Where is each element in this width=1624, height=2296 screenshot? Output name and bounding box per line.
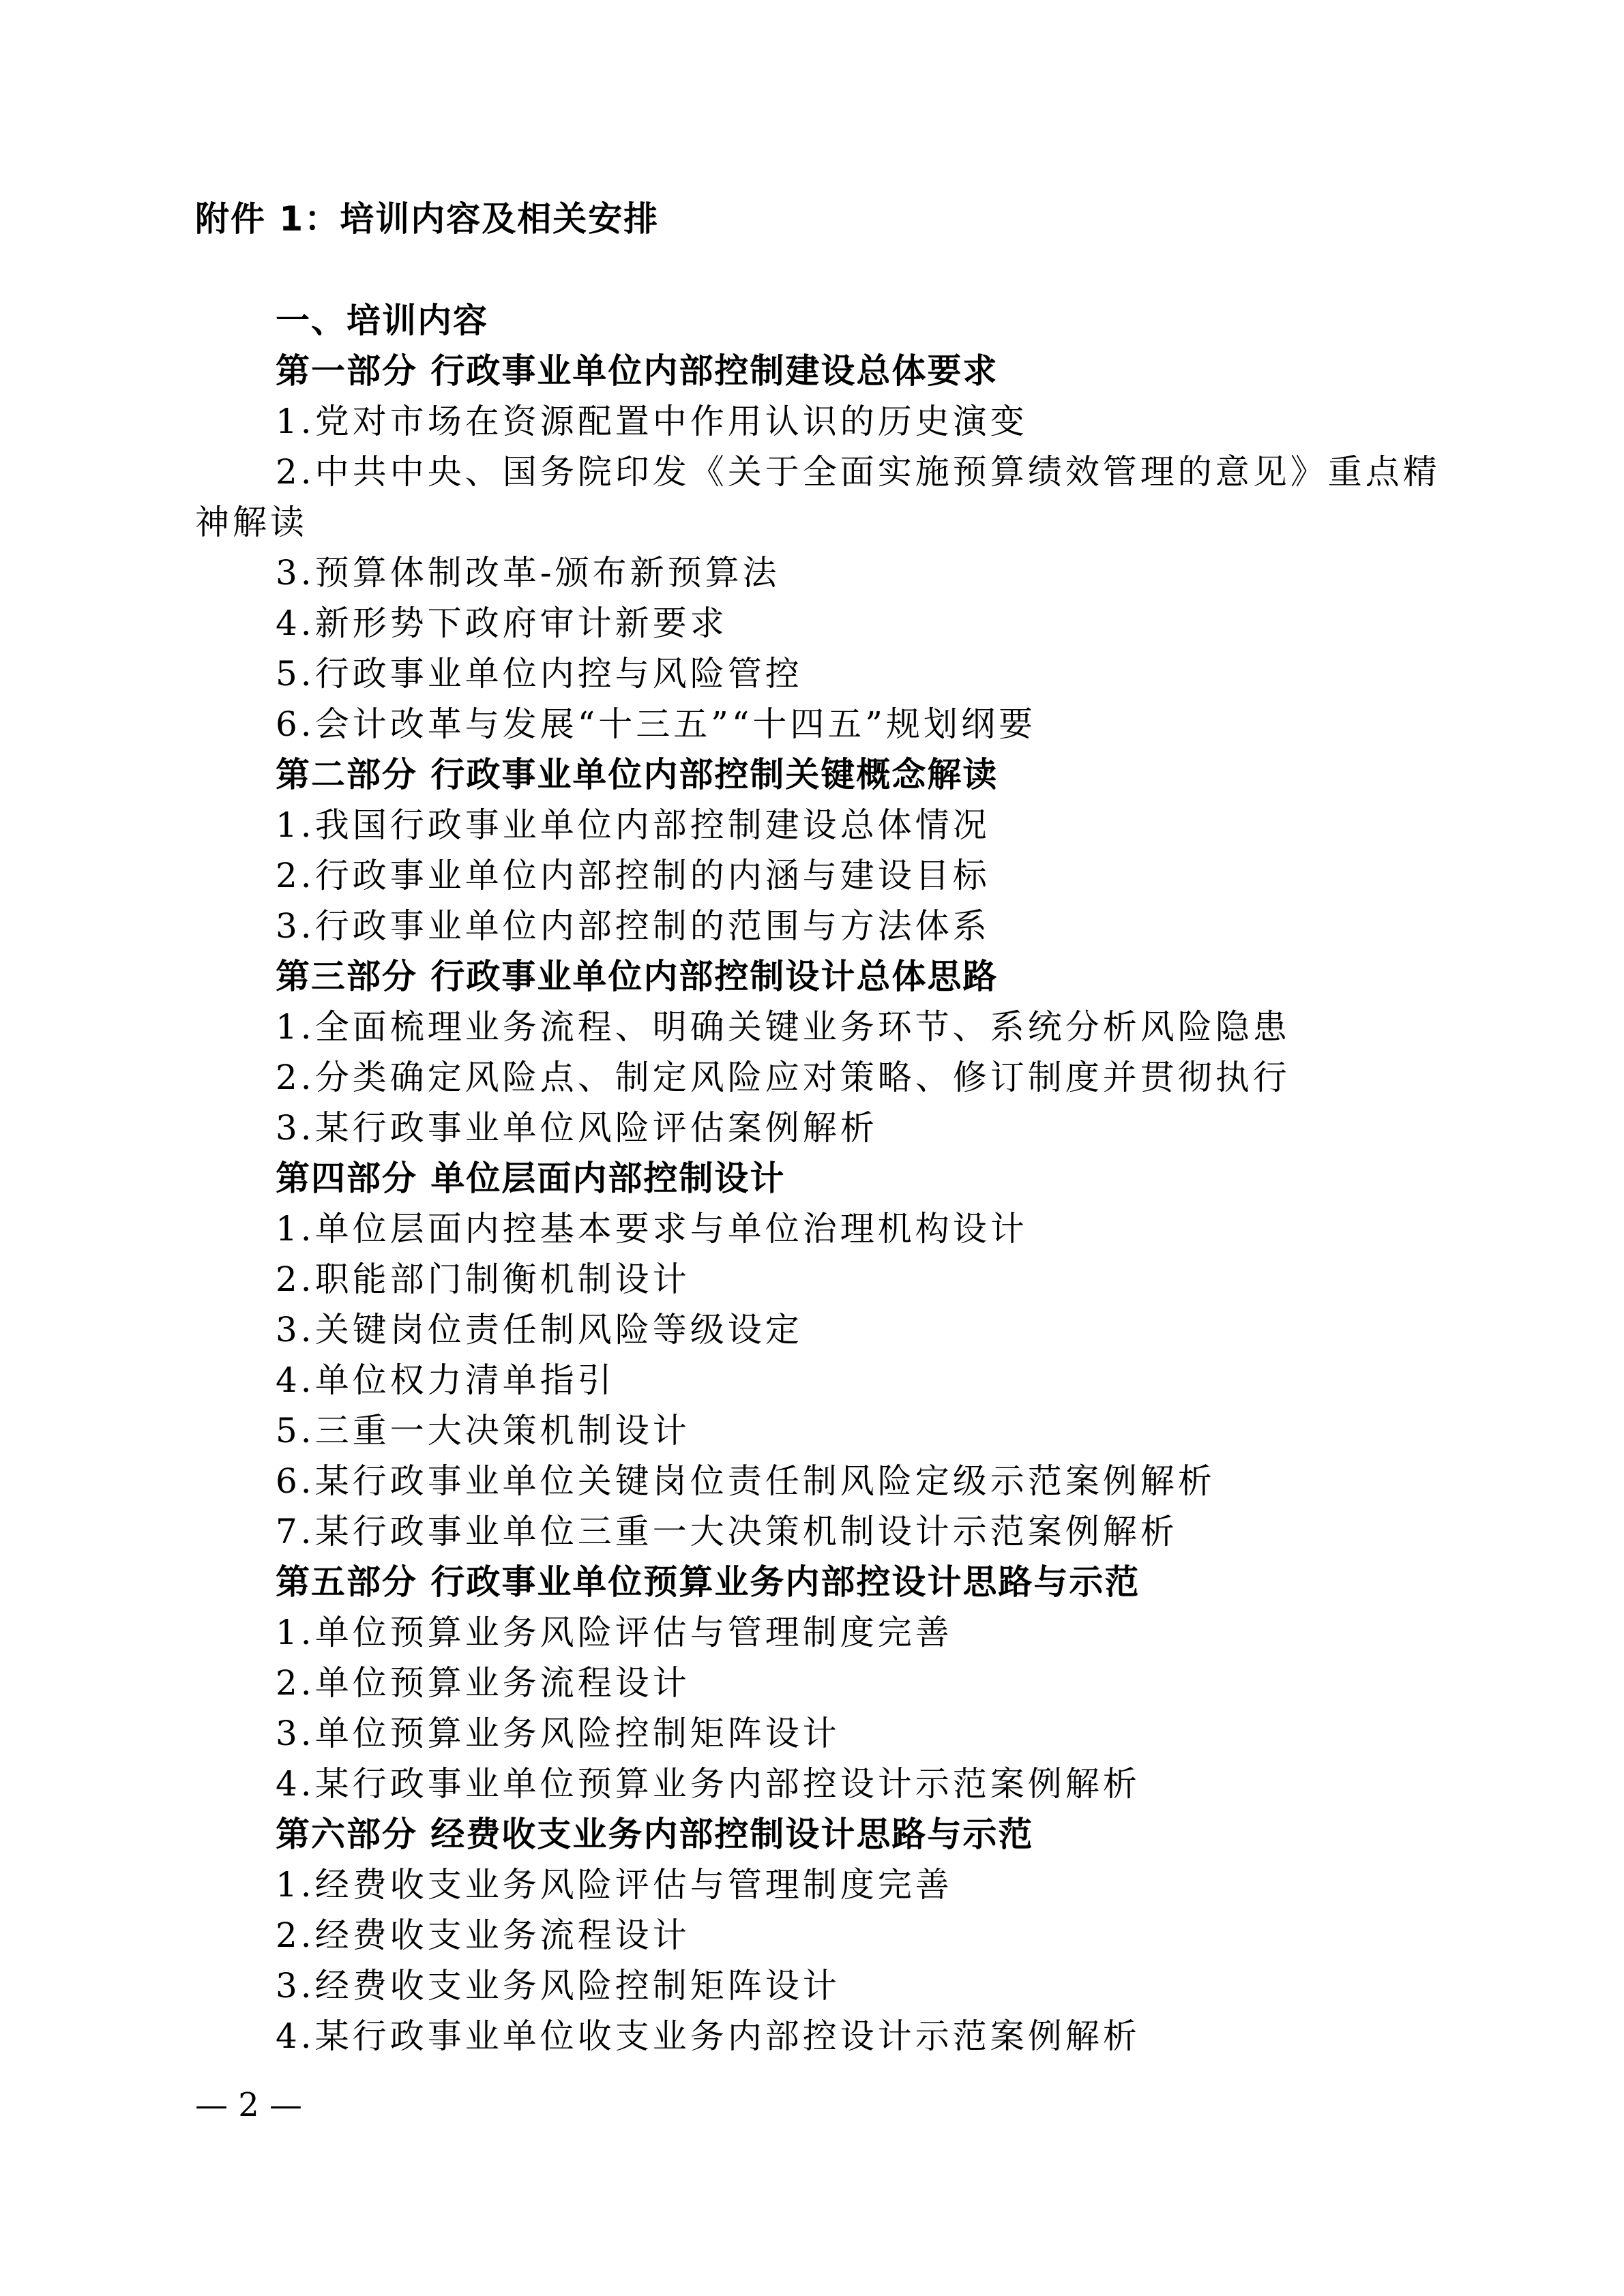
document-body (195, 295, 1471, 2061)
list-item: 2.分类确定风险点、制定风险应对策略、修订制度并贯彻执行 (276, 1058, 1290, 1097)
list-item: 5.行政事业单位内控与风险管控 (276, 654, 803, 694)
list-item: 7.某行政事业单位三重一大决策机制设计示范案例解析 (276, 1512, 1178, 1551)
part-heading: 第三部分 行政事业单位内部控制设计总体思路 (276, 957, 999, 996)
list-item: 6.某行政事业单位关键岗位责任制风险定级示范案例解析 (276, 1461, 1215, 1501)
list-item: 4.某行政事业单位预算业务内部控设计示范案例解析 (276, 1764, 1140, 1804)
part-heading: 第一部分 行政事业单位内部控制建设总体要求 (276, 351, 999, 391)
part-5 (195, 1557, 1471, 1809)
list-item: 3.经费收支业务风险控制矩阵设计 (276, 1966, 840, 2006)
list-item: 1.经费收支业务风险评估与管理制度完善 (276, 1865, 953, 1905)
part-heading: 第四部分 单位层面内部控制设计 (276, 1159, 786, 1198)
list-item: 2.职能部门制衡机制设计 (276, 1259, 690, 1299)
list-item: 4.新形势下政府审计新要求 (276, 603, 728, 643)
list-item: 6.会计改革与发展“十三五”“十四五”规划纲要 (276, 704, 1036, 744)
part-6 (195, 1809, 1471, 2061)
list-item: 1.党对市场在资源配置中作用认识的历史演变 (276, 402, 1028, 441)
list-item: 5.三重一大决策机制设计 (276, 1411, 690, 1450)
list-item: 3.关键岗位责任制风险等级设定 (276, 1310, 803, 1350)
section-title: 一、培训内容 (276, 301, 488, 340)
list-item: 2.经费收支业务流程设计 (276, 1915, 690, 1955)
list-item: 2.单位预算业务流程设计 (276, 1663, 690, 1703)
list-item: 3.单位预算业务风险控制矩阵设计 (276, 1714, 840, 1753)
list-item: 1.单位层面内控基本要求与单位治理机构设计 (276, 1209, 1028, 1249)
part-2 (195, 749, 1471, 951)
part-3 (195, 951, 1471, 1153)
list-item: 1.我国行政事业单位内部控制建设总体情况 (276, 805, 990, 845)
part-heading: 第五部分 行政事业单位预算业务内部控设计思路与示范 (276, 1562, 1140, 1602)
part-4 (195, 1153, 1471, 1557)
part-1 (195, 346, 1471, 749)
list-item: 3.行政事业单位内部控制的范围与方法体系 (276, 906, 990, 946)
attachment-title: 附件 1：培训内容及相关安排 (195, 199, 660, 239)
list-item: 4.某行政事业单位收支业务内部控设计示范案例解析 (276, 2016, 1140, 2056)
list-item: 2.行政事业单位内部控制的内涵与建设目标 (276, 856, 990, 895)
list-item: 2.中共中央、国务院印发《关于全面实施预算绩效管理的意见》重点精神解读 (195, 452, 1441, 542)
list-item: 4.单位权力清单指引 (276, 1360, 615, 1400)
part-heading: 第二部分 行政事业单位内部控制关键概念解读 (276, 755, 999, 794)
page-number: — 2 — (195, 2086, 303, 2124)
list-item: 3.某行政事业单位风险评估案例解析 (276, 1108, 878, 1148)
part-heading: 第六部分 经费收支业务内部控制设计思路与示范 (276, 1815, 1034, 1854)
list-item: 1.单位预算业务风险评估与管理制度完善 (276, 1613, 953, 1652)
list-item: 3.预算体制改革-颁布新预算法 (276, 553, 780, 593)
list-item: 1.全面梳理业务流程、明确关键业务环节、系统分析风险隐患 (276, 1007, 1290, 1047)
